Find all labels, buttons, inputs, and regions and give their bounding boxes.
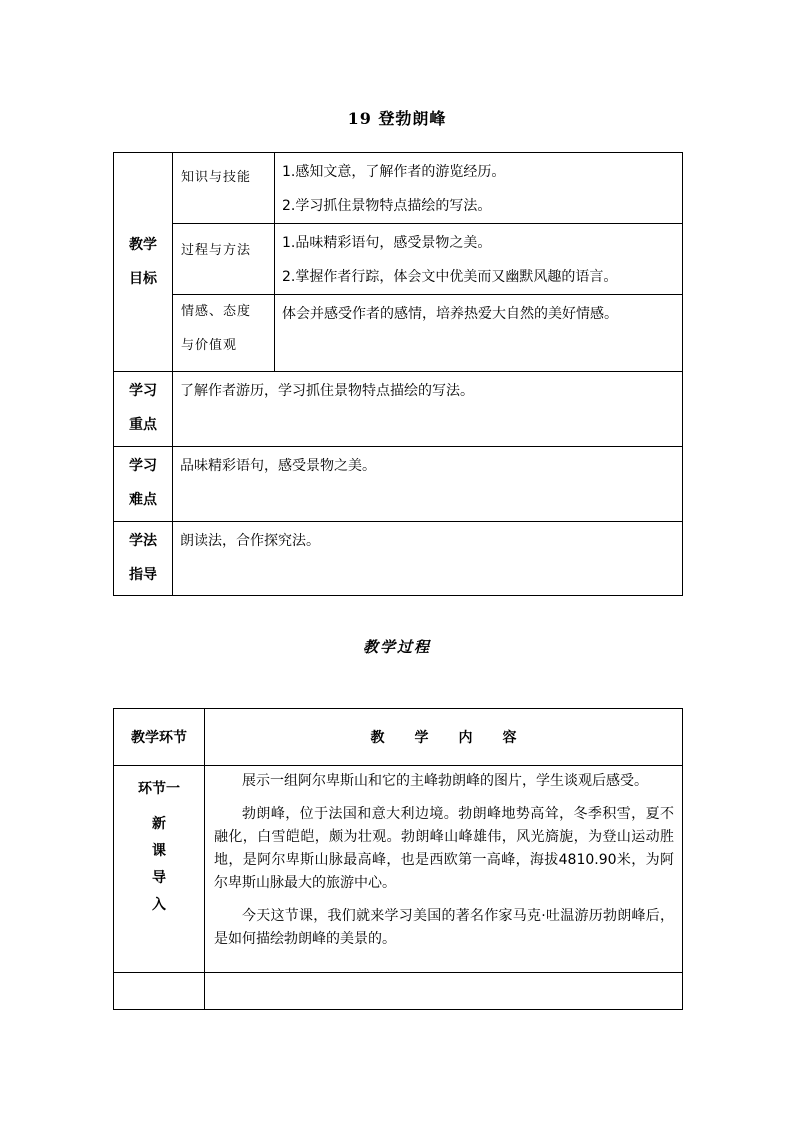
knowledge-item-1: 1.感知文意，了解作者的游览经历。 [282, 164, 506, 180]
emotion-values-label [173, 295, 275, 372]
empty-content-cell [205, 973, 683, 1010]
objectives-category-cell [114, 153, 173, 372]
process-header-content [205, 709, 683, 766]
knowledge-skills-label-text: 知识与技能 [181, 170, 252, 185]
paragraph-3: 今天这节课，我们就来学习美国的著名作家马克·吐温游历勃朗峰后，是如何描绘勃朗峰的美景的。 [214, 908, 674, 947]
process-table [113, 708, 683, 1010]
stage-char-3: 导 [152, 870, 166, 886]
process-method-content [275, 224, 683, 295]
key-point-label-line1: 学习 [129, 383, 157, 399]
method-content [173, 522, 683, 596]
method-label-line2: 指导 [129, 567, 157, 583]
difficulty-label-line2: 难点 [129, 492, 157, 508]
emotion-label-line2: 与价值观 [181, 338, 238, 353]
objectives-category-line1: 教学 [129, 237, 157, 253]
paragraph-2: 勃朗峰，位于法国和意大利边境。勃朗峰地势高耸，冬季积雪，夏不融化，白雪皑皑，颇为壮观。勃朗峰山峰雄伟，风光旖旎，为登山运动胜地，是阿尔卑斯山脉最高峰，也是西欧第一高峰，海拔4810.90米，为阿尔卑斯山脉最大的旅游中心。 [214, 806, 674, 891]
stage-char-1: 新 [152, 816, 166, 832]
difficulty-content [173, 447, 683, 522]
emotion-values-content [275, 295, 683, 372]
objectives-category-line2: 目标 [129, 271, 157, 287]
process-title: 教学过程 [362, 638, 431, 656]
objectives-table [113, 152, 683, 596]
difficulty-label [114, 447, 173, 522]
key-point-content [173, 372, 683, 447]
process-item-1: 1.品味精彩语句，感受景物之美。 [282, 235, 492, 251]
stage-cell [114, 766, 205, 973]
emotion-label-line1: 情感、态度 [181, 304, 252, 319]
stage-char-2: 课 [152, 843, 166, 859]
emotion-item-1: 体会并感受作者的感情，培养热爱大自然的美好情感。 [282, 306, 618, 322]
knowledge-item-2: 2.学习抓住景物特点描绘的写法。 [282, 198, 492, 214]
empty-stage-cell [114, 973, 205, 1010]
stage-name: 环节一 [138, 781, 180, 797]
process-header-stage: 教学环节 [114, 709, 205, 766]
method-text: 朗读法，合作探究法。 [180, 533, 320, 549]
key-point-text: 了解作者游历，学习抓住景物特点描绘的写法。 [180, 383, 474, 399]
paragraph-1: 展示一组阿尔卑斯山和它的主峰勃朗峰的图片，学生谈观后感受。 [242, 773, 648, 789]
method-label [114, 522, 173, 596]
stage-char-4: 入 [152, 897, 166, 913]
method-label-line1: 学法 [129, 533, 157, 549]
difficulty-text: 品味精彩语句，感受景物之美。 [180, 458, 376, 474]
key-point-label [114, 372, 173, 447]
key-point-label-line2: 重点 [129, 417, 157, 433]
process-method-label [173, 224, 275, 295]
process-header-content-text: 教学内容 [370, 730, 547, 746]
difficulty-label-line1: 学习 [129, 458, 157, 474]
process-method-label-text: 过程与方法 [181, 243, 252, 258]
stage-content [205, 766, 683, 973]
knowledge-skills-label [173, 153, 275, 224]
lesson-title: 19 登勃朗峰 [347, 109, 447, 128]
process-item-2: 2.掌握作者行踪，体会文中优美而又幽默风趣的语言。 [282, 269, 618, 285]
knowledge-skills-content [275, 153, 683, 224]
